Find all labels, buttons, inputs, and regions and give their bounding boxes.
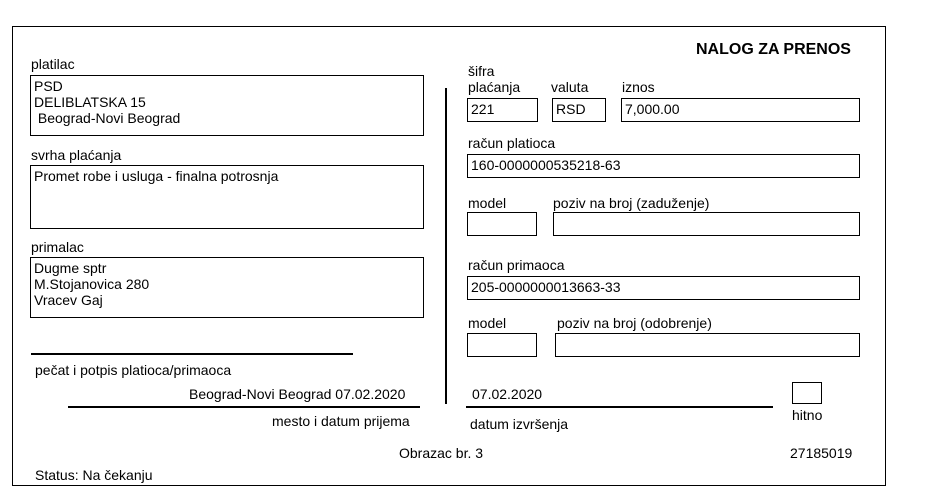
debit-ref-label: poziv na broj (zaduženje) [553, 195, 710, 211]
payment-code-value: 221 [471, 101, 495, 117]
payer-account-field[interactable] [467, 154, 860, 178]
execution-date-label: datum izvršenja [470, 416, 569, 432]
payer-account-label: račun platioca [468, 135, 556, 151]
debit-model-label: model [468, 195, 507, 211]
execution-date-value: 07.02.2020 [472, 386, 543, 402]
recipient-field[interactable] [30, 257, 424, 318]
purpose-value: Promet robe i usluga - finalna potrosnja [34, 168, 279, 184]
credit-model-label: model [468, 315, 507, 331]
place-date-line [68, 406, 420, 408]
payer-line-1: PSD [34, 78, 63, 94]
column-divider [445, 88, 447, 404]
recipient-account-label: račun primaoca [468, 257, 565, 273]
payment-code-field[interactable] [467, 98, 538, 122]
recipient-line-3: Vracev Gaj [34, 292, 103, 308]
recipient-line-1: Dugme sptr [34, 260, 107, 276]
credit-ref-field[interactable] [555, 333, 860, 357]
payer-field[interactable] [30, 75, 424, 136]
recipient-line-2: M.Stojanovica 280 [34, 276, 150, 292]
currency-label: valuta [551, 79, 589, 95]
currency-value: RSD [556, 101, 586, 117]
payment-code-label-1: šifra [468, 63, 495, 79]
currency-field[interactable] [552, 98, 606, 122]
place-date-label: mesto i datum prijema [272, 413, 410, 429]
amount-field[interactable] [621, 98, 860, 122]
purpose-field[interactable] [30, 165, 424, 229]
recipient-account-field[interactable] [467, 276, 860, 300]
credit-ref-label: poziv na broj (odobrenje) [557, 315, 712, 331]
status-text: Status: Na čekanju [35, 467, 153, 483]
document-id: 27185019 [790, 445, 853, 461]
debit-ref-field[interactable] [553, 212, 860, 236]
recipient-label: primalac [31, 239, 84, 255]
place-date-value: Beograd-Novi Beograd 07.02.2020 [189, 386, 406, 402]
payer-line-2: DELIBLATSKA 15 [34, 94, 146, 110]
payer-label: platilac [31, 56, 75, 72]
payer-account-value: 160-0000000535218-63 [471, 157, 621, 173]
debit-model-field[interactable] [467, 212, 537, 236]
execution-date-line [466, 406, 773, 408]
credit-model-field[interactable] [467, 333, 537, 357]
signature-label: pečat i potpis platioca/primaoca [35, 362, 232, 378]
urgent-checkbox[interactable] [792, 382, 822, 404]
purpose-label: svrha plaćanja [31, 147, 122, 163]
amount-value: 7,000.00 [625, 101, 680, 117]
form-title: NALOG ZA PRENOS [696, 41, 851, 58]
payment-code-label-2: plaćanja [468, 79, 521, 95]
payer-line-3: Beograd-Novi Beograd [34, 110, 181, 126]
amount-label: iznos [622, 79, 655, 95]
signature-line [31, 353, 353, 355]
urgent-label: hitno [792, 407, 823, 423]
recipient-account-value: 205-0000000013663-33 [471, 279, 621, 295]
form-number: Obrazac br. 3 [399, 445, 484, 461]
